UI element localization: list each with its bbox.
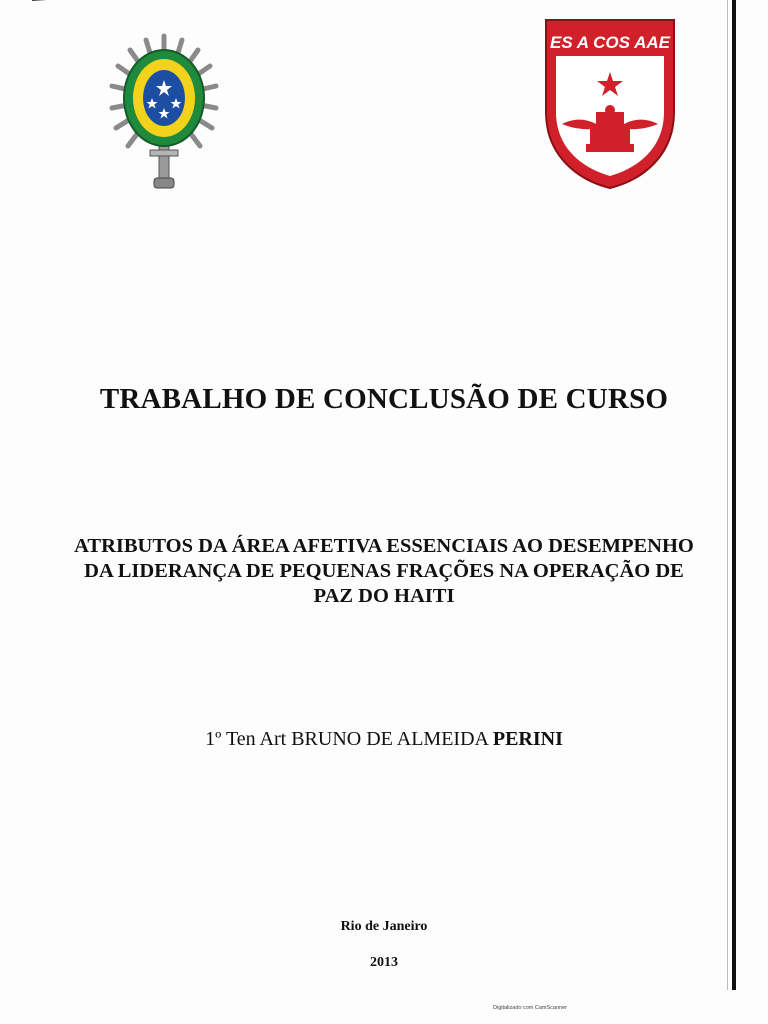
scanner-watermark: Digitalizado com CamScanner xyxy=(493,1005,567,1011)
year: 2013 xyxy=(370,955,398,970)
scan-artifact-line xyxy=(32,0,233,19)
document-subtitle xyxy=(36,534,732,609)
subtitle-line: PAZ DO HAITI xyxy=(313,585,455,607)
author-name: 1º Ten Art BRUNO DE ALMEIDA xyxy=(205,728,488,750)
subtitle-line: ATRIBUTOS DA ÁREA AFETIVA ESSENCIAIS AO DESEMPENHO xyxy=(74,535,694,557)
esacosaae-shield-icon xyxy=(542,16,678,192)
subtitle-line: DA LIDERANÇA DE PEQUENAS FRAÇÕES NA OPERAÇÃO DE xyxy=(84,560,684,582)
author-surname: PERINI xyxy=(492,728,563,750)
brazilian-army-emblem-icon xyxy=(104,28,224,198)
shield-banner-text: ES A COS AAE xyxy=(550,33,670,52)
author-line xyxy=(40,728,728,751)
document-title: TRABALHO DE CONCLUSÃO DE CURSO xyxy=(99,383,669,415)
scan-artifact-edge-shadow xyxy=(727,0,728,990)
city: Rio de Janeiro xyxy=(340,919,428,934)
scan-artifact-edge xyxy=(732,0,736,990)
